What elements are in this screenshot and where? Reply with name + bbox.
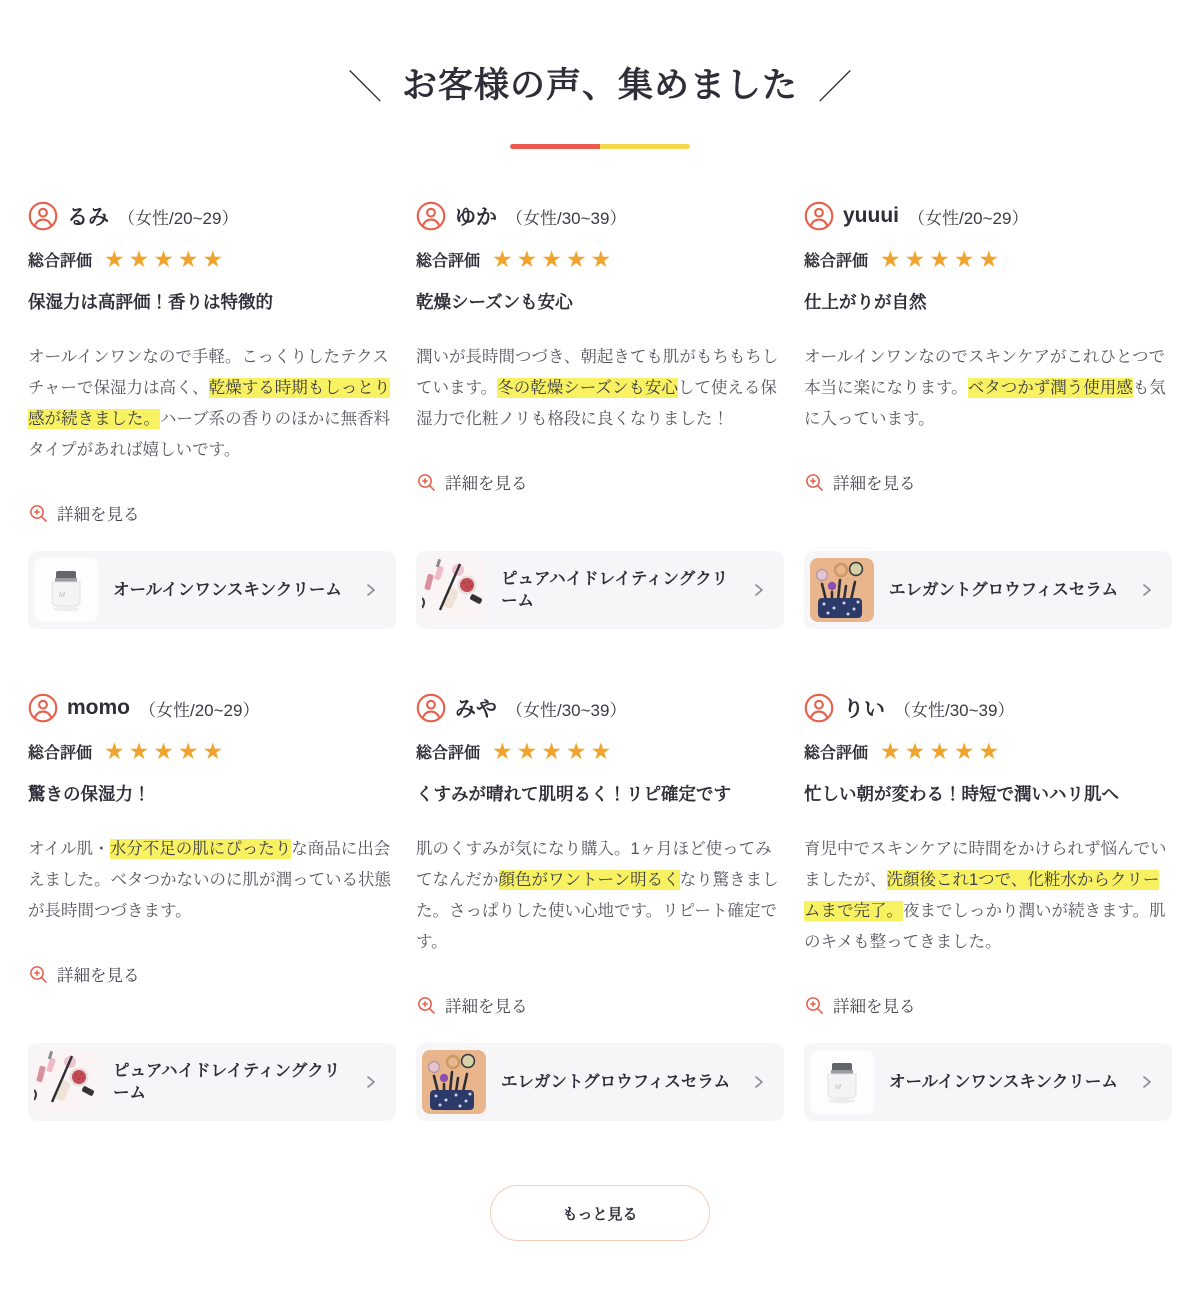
review-body bbox=[28, 834, 396, 927]
review-body-highlight: 水分不足の肌にぴったり bbox=[109, 839, 292, 858]
details-label: 詳細を見る bbox=[445, 998, 528, 1017]
review-title: 忙しい朝が変わる！時短で潤いハリ肌へ bbox=[804, 784, 1119, 805]
product-card[interactable] bbox=[804, 551, 1172, 629]
review-body-text: して使える保湿力で化粧ノリも格段に良くなりました！ bbox=[416, 378, 777, 428]
product-slot bbox=[28, 525, 396, 629]
review-title: 驚きの保湿力！ bbox=[28, 784, 151, 805]
chevron-right-icon bbox=[364, 583, 378, 597]
decor-slash-right: ／ bbox=[818, 68, 852, 107]
reviewer-name: yuuui bbox=[843, 204, 899, 227]
product-slot bbox=[416, 1017, 784, 1121]
details-link[interactable] bbox=[416, 470, 528, 494]
rating-label: 総合評価 bbox=[804, 253, 869, 270]
decor-slash-left: ＼ bbox=[347, 68, 382, 107]
rating-label: 総合評価 bbox=[28, 745, 93, 763]
rating-label: 総合評価 bbox=[416, 253, 481, 270]
details-label: 詳細を見る bbox=[57, 967, 140, 986]
underline-left bbox=[510, 144, 600, 149]
more-button[interactable]: もっと見る bbox=[490, 1185, 710, 1241]
review-body-text: な商品に出会えました。ベタつかないのに肌が潤っている状態が長時間つづきます。 bbox=[28, 839, 391, 920]
product-name: エレガントグロウフィスセラム bbox=[501, 1072, 731, 1091]
user-avatar-icon bbox=[804, 201, 834, 231]
review-card bbox=[804, 693, 1172, 1121]
product-image bbox=[34, 558, 98, 622]
product-card[interactable] bbox=[28, 1043, 396, 1121]
reviewer-demographic: （女性/30~39） bbox=[506, 208, 627, 228]
review-card bbox=[804, 201, 1172, 629]
review-title: 保湿力は高評価！香りは特徴的 bbox=[28, 292, 273, 312]
reviewer-demographic: （女性/20~29） bbox=[118, 208, 239, 228]
chevron-right-icon bbox=[752, 1075, 766, 1089]
review-body-highlight: 顔色がワントーン明るく bbox=[498, 870, 680, 889]
review-body-highlight: 洗顔後これ1つで、化粧水からクリームまで完了。 bbox=[804, 870, 1160, 920]
review-card bbox=[28, 693, 396, 1121]
svg-text:M: M bbox=[59, 592, 65, 600]
rating-row bbox=[416, 740, 784, 763]
product-name: オールインワンスキンクリーム bbox=[889, 1072, 1118, 1091]
product-image bbox=[34, 1050, 98, 1114]
details-label: 詳細を見る bbox=[833, 475, 916, 494]
reviewer-name: りい bbox=[843, 698, 885, 722]
review-title: 仕上がりが自然 bbox=[804, 292, 927, 312]
review-body-text: オイル肌・ bbox=[28, 839, 110, 858]
review-body-text: なり驚きました。さっぱりした使い心地です。リピート確定です。 bbox=[416, 870, 779, 951]
product-name: エレガントグロウフィスセラム bbox=[889, 580, 1119, 599]
review-body bbox=[416, 342, 784, 435]
review-title: 乾燥シーズンも安心 bbox=[416, 292, 573, 312]
star-rating: ★★★★★ bbox=[104, 738, 228, 765]
reviewer-row bbox=[804, 201, 1172, 231]
reviewer-demographic: （女性/30~39） bbox=[506, 700, 627, 720]
product-image bbox=[422, 558, 486, 622]
user-avatar-icon bbox=[28, 693, 58, 723]
product-image bbox=[810, 558, 874, 622]
magnifier-plus-icon bbox=[28, 964, 49, 985]
chevron-right-icon bbox=[1140, 1075, 1154, 1089]
reviews-grid bbox=[28, 201, 1172, 1121]
page-title: お客様の声、集めました bbox=[401, 66, 798, 105]
product-slot bbox=[804, 525, 1172, 629]
reviewer-name: momo bbox=[67, 696, 130, 720]
product-name: オールインワンスキンクリーム bbox=[113, 580, 342, 599]
product-slot bbox=[28, 1017, 396, 1121]
product-image bbox=[810, 1050, 874, 1114]
reviewer-name: みや bbox=[455, 698, 497, 722]
review-body-text: も気に入っています。 bbox=[804, 378, 1166, 428]
chevron-right-icon bbox=[364, 1075, 378, 1089]
rating-row bbox=[28, 248, 396, 271]
review-card bbox=[28, 201, 396, 629]
review-body bbox=[28, 342, 396, 466]
product-card[interactable] bbox=[416, 1043, 784, 1121]
review-body-text: オールインワンなので手軽。こっくりしたテクスチャーで保湿力は高く、 bbox=[28, 347, 389, 397]
review-card bbox=[416, 201, 784, 629]
chevron-right-icon bbox=[1140, 583, 1154, 597]
rating-label: 総合評価 bbox=[416, 745, 481, 763]
review-body bbox=[804, 834, 1172, 958]
more-button-row bbox=[28, 1185, 1172, 1241]
reviewer-demographic: （女性/30~39） bbox=[894, 700, 1015, 720]
underline-right bbox=[600, 144, 690, 149]
magnifier-plus-icon bbox=[804, 472, 825, 493]
review-title: くすみが晴れて肌明るく！リピ確定です bbox=[416, 784, 731, 805]
rating-row bbox=[416, 248, 784, 271]
reviewer-row bbox=[28, 201, 396, 231]
review-body bbox=[804, 342, 1172, 435]
review-body-text: 肌のくすみが気になり購入。1ヶ月ほど使ってみてなんだか bbox=[416, 839, 772, 889]
reviewer-name: るみ bbox=[67, 206, 109, 229]
reviewer-demographic: （女性/20~29） bbox=[139, 700, 260, 720]
reviewer-demographic: （女性/20~29） bbox=[908, 208, 1029, 228]
rating-row bbox=[28, 740, 396, 763]
magnifier-plus-icon bbox=[416, 995, 437, 1016]
review-body-text: ハーブ系の香りのほかに無香料タイプがあれば嬉しいです。 bbox=[28, 409, 391, 459]
rating-row bbox=[804, 740, 1172, 763]
details-link[interactable] bbox=[28, 962, 140, 986]
details-link[interactable] bbox=[416, 993, 528, 1017]
reviewer-row bbox=[416, 693, 784, 723]
product-slot bbox=[416, 525, 784, 629]
review-body-highlight: 乾燥する時期もしっとり感が続きました。 bbox=[28, 378, 391, 428]
product-card[interactable] bbox=[416, 551, 784, 629]
product-image bbox=[422, 1050, 486, 1114]
user-avatar-icon bbox=[416, 693, 446, 723]
reviewer-row bbox=[804, 693, 1172, 723]
section-header bbox=[28, 58, 1172, 108]
product-slot bbox=[804, 1017, 1172, 1121]
chevron-right-icon bbox=[752, 583, 766, 597]
details-label: 詳細を見る bbox=[445, 475, 528, 494]
rating-row bbox=[804, 248, 1172, 271]
user-avatar-icon bbox=[804, 693, 834, 723]
svg-text:M: M bbox=[835, 1084, 841, 1092]
review-body-text: 潤いが長時間つづき、朝起きても肌がもちもちしています。 bbox=[416, 347, 779, 397]
details-link[interactable] bbox=[804, 993, 916, 1017]
review-body-text: オールインワンなのでスキンケアがこれひとつで本当に楽になります。 bbox=[804, 347, 1166, 397]
rating-label: 総合評価 bbox=[804, 745, 869, 763]
product-name: ピュアハイドレイティングクリーム bbox=[113, 1061, 341, 1103]
magnifier-plus-icon bbox=[416, 472, 437, 493]
details-link[interactable] bbox=[804, 470, 916, 494]
reviewer-row bbox=[416, 201, 784, 231]
user-avatar-icon bbox=[28, 201, 58, 231]
user-avatar-icon bbox=[416, 201, 446, 231]
review-body-text: 夜までしっかり潤いが続きます。肌のキメも整ってきました。 bbox=[804, 901, 1166, 951]
rating-label: 総合評価 bbox=[28, 253, 93, 270]
review-body-text: 育児中でスキンケアに時間をかけられず悩んでいましたが、 bbox=[804, 839, 1167, 889]
star-rating: ★★★★★ bbox=[880, 246, 1004, 272]
details-link[interactable] bbox=[28, 501, 140, 525]
star-rating: ★★★★★ bbox=[880, 738, 1004, 765]
star-rating: ★★★★★ bbox=[104, 246, 228, 272]
review-body-highlight: ベタつかず潤う使用感 bbox=[967, 378, 1133, 397]
details-label: 詳細を見る bbox=[57, 506, 140, 525]
review-body bbox=[416, 834, 784, 958]
star-rating: ★★★★★ bbox=[492, 738, 616, 765]
product-card[interactable] bbox=[804, 1043, 1172, 1121]
star-rating: ★★★★★ bbox=[492, 246, 616, 272]
product-card[interactable] bbox=[28, 551, 396, 629]
reviewer-name: ゆか bbox=[455, 206, 497, 229]
product-name: ピュアハイドレイティングクリーム bbox=[501, 569, 729, 611]
title-underline bbox=[510, 144, 690, 149]
reviewer-row bbox=[28, 693, 396, 723]
magnifier-plus-icon bbox=[28, 503, 49, 524]
review-card bbox=[416, 693, 784, 1121]
details-label: 詳細を見る bbox=[833, 998, 916, 1017]
review-body-highlight: 冬の乾燥シーズンも安心 bbox=[497, 378, 678, 397]
magnifier-plus-icon bbox=[804, 995, 825, 1016]
